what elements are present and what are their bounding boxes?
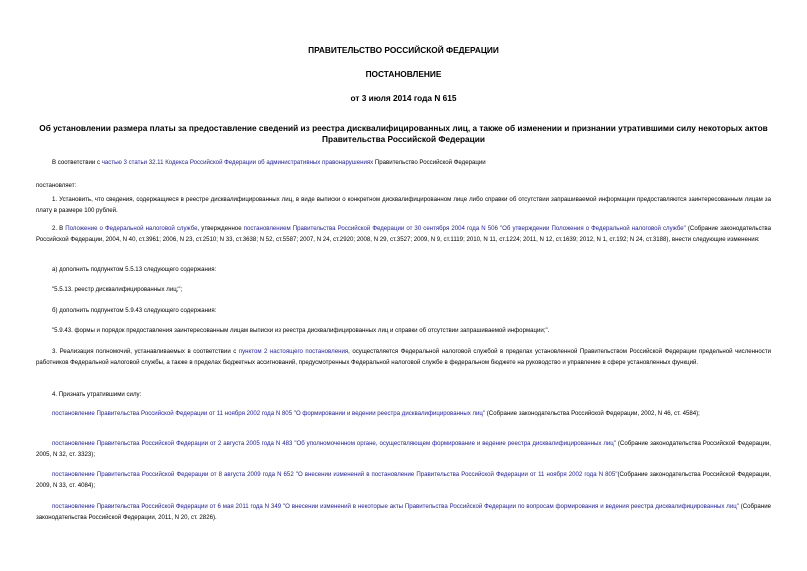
- government-heading: ПРАВИТЕЛЬСТВО РОССИЙСКОЙ ФЕДЕРАЦИИ: [308, 45, 499, 55]
- date-heading: от 3 июля 2014 года N 615: [350, 93, 457, 103]
- subitem-a-content: "5.5.13. реестр дисквалифицированных лиц;";: [52, 286, 183, 293]
- item-4-paragraph: 4. Признать утратившими силу:: [52, 391, 142, 398]
- item-2-paragraph: [36, 224, 771, 245]
- repealed-item-4: [36, 502, 771, 523]
- subitem-b-paragraph: б) дополнить подпунктом 5.9.43 следующего содержания:: [52, 307, 217, 314]
- repealed-item-2-link[interactable]: постановление Правительства Российской Федерации от 2 августа 2005 года N 483 "Об уполномоченном органе, осуществляющем формирование и ведение реестра дисквалифицированных лиц": [52, 440, 616, 447]
- item-1-paragraph: 1. Установить, что сведения, содержащиеся в реестре дисквалифицированных лиц, в виде выписки о конкретном дисквалифицированном лице либо справки об отсутствии запрашиваемой информации предоставляются заинтересованным лицам за плату в размере 100 рублей.: [36, 196, 771, 214]
- item-3-text-2: , осуществляется Федеральной налоговой службой в пределах установленной Правительством Российской Федерации предельной численности работников Федеральной налоговой службы, а также в пределах бюджетных ассигнований, предусмотренных Федеральной налоговой службе в федеральном бюджете на руководство и управление в сфере установленных функций.: [36, 348, 772, 366]
- item-3-text-1: 3. Реализация полномочий, устанавливаемых в соответствии с: [52, 348, 239, 355]
- document-title: Об установлении размера платы за предоставление сведений из реестра дисквалифицированных лиц, а также об изменении и признании утратившими силу некоторых актов Правительства Российской Федерации: [39, 123, 768, 144]
- repealed-item-3-source: (Собрание законодательства Российской Федерации, 2009, N 33, ст. 4084);: [36, 471, 771, 489]
- subitem-a-paragraph: а) дополнить подпунктом 5.5.13 следующего содержания:: [52, 266, 217, 273]
- decree-word: постановляет:: [36, 182, 77, 189]
- intro-paragraph: [36, 158, 771, 169]
- item-2-regulation-link[interactable]: Положение о Федеральной налоговой службе: [65, 225, 198, 232]
- repealed-item-1: [36, 409, 771, 420]
- intro-law-link[interactable]: частью 3 статьи 32.11 Кодекса Российской Федерации об административных правонарушениях: [101, 159, 374, 166]
- repealed-item-1-source: (Собрание законодательства Российской Федерации, 2002, N 46, ст. 4584);: [485, 410, 700, 417]
- repealed-item-3-link[interactable]: постановление Правительства Российской Федерации от 8 августа 2009 года N 652 "О внесении изменений в постановление Правительства Российской Федерации от 11 ноября 2002 года N 805": [52, 471, 618, 478]
- item-2-text-1: 2. В: [52, 225, 66, 232]
- repealed-item-4-link[interactable]: постановление Правительства Российской Федерации от 6 мая 2011 года N 349 "О внесении изменений в некоторые акты Правительства Российской Федерации по вопросам формирования и ведения реестра дисквалифицированных лиц": [52, 503, 739, 510]
- repealed-item-3: [36, 470, 771, 491]
- repealed-item-4-source: (Собрание законодательства Российской Федерации, 2011, N 20, ст. 2826).: [36, 503, 771, 521]
- repealed-item-1-link[interactable]: постановление Правительства Российской Федерации от 11 ноября 2002 года N 805 "О формировании и ведении реестра дисквалифицированных лиц": [52, 410, 486, 417]
- intro-text-after: Правительство Российской Федерации: [373, 159, 486, 166]
- item-2-text-3: (Собрание законодательства Российской Федерации, 2004, N 40, ст.3961; 2006, N 23, ст.2510; N 33, ст.3638; N 52, ст.5587; 2007, N 24, ст.2920; 2008, N 29, ст.3527; 2009, N 9, ст.1119; 2010, N 11, ст.1224; 2011, N 12, ст.1639; 2012, N 1, ст.192; N 24, ст.3188), внести следующие изменения:: [36, 225, 771, 243]
- item-3-point-link[interactable]: пунктом 2 настоящего постановления: [238, 348, 349, 355]
- item-3-paragraph: [36, 347, 771, 368]
- intro-text-before: В соответствии с: [52, 159, 102, 166]
- subitem-b-content: "5.9.43. формы и порядок предоставления заинтересованным лицам выписки из реестра дисквалифицированных лиц и справки об отсутствии запрашиваемой информации;".: [52, 327, 550, 334]
- document-type-heading: ПОСТАНОВЛЕНИЕ: [365, 69, 442, 79]
- repealed-item-2-source: (Собрание законодательства Российской Федерации, 2005, N 32, ст. 3323);: [36, 440, 771, 458]
- item-2-resolution-link[interactable]: постановлением Правительства Российской Федерации от 30 сентября 2004 года N 506 "Об утверждении Положения о Федеральной налоговой службе": [243, 225, 686, 232]
- item-2-text-2: , утвержденное: [197, 225, 244, 232]
- repealed-item-2: [36, 439, 771, 460]
